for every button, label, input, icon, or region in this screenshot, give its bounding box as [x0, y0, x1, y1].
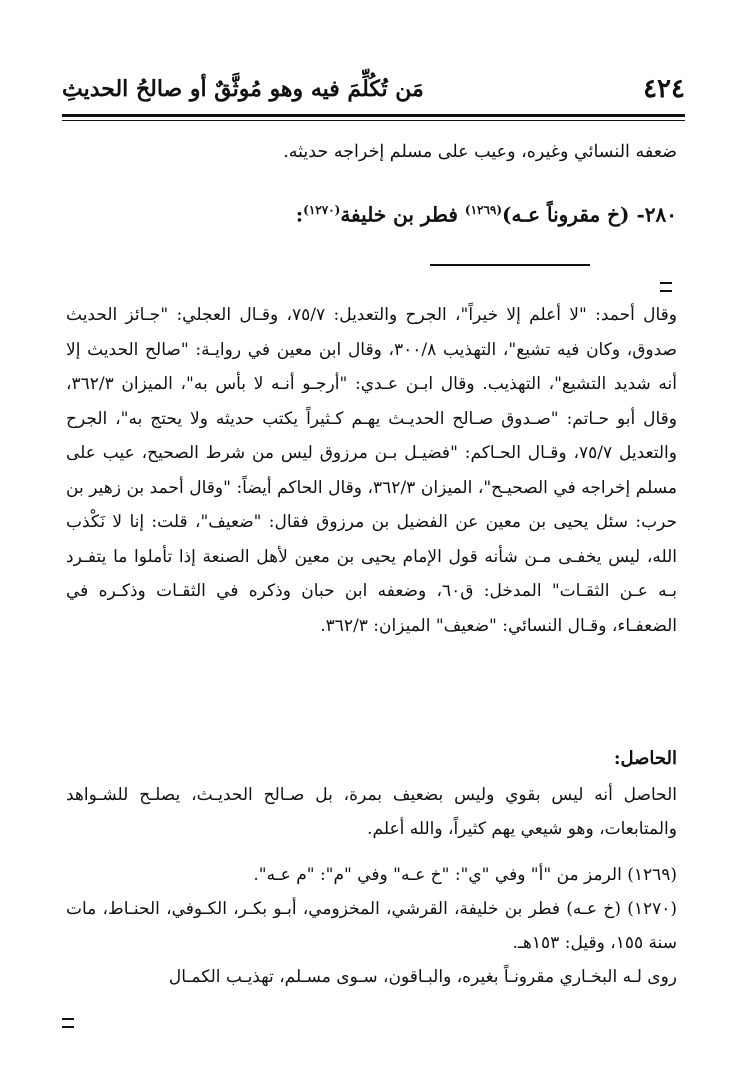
continuation-mark-bottom	[62, 1018, 74, 1028]
entry-number: ٢٨٠- (خ مقروناً عـه)	[502, 202, 677, 227]
footnotes	[66, 858, 677, 994]
footnote-1270-continued: روى لـه البخـاري مقرونـاً بغيره، والبـاقون، سـوى مسـلم، تهذيـب الكمـال	[168, 967, 677, 987]
summary-paragraph: الحاصل أنه ليس بقوي وليس بضعيف بمرة، بل صـالح الحديـث، يصلـح للشـواهد والمتابعات، وهو شيعي يهم كثيراً، والله أعلم.	[66, 785, 677, 839]
entry-heading	[66, 190, 677, 235]
notes-paragraph: وقال أحمد: "لا أعلم إلا خيراً"، الجرح والتعديل: ٧٥/٧، وقـال العجلي: "جـائز الحديث صدوق، وكان فيه تشيع"، التهذيب ٣٠٠/٨، وقال ابن معين في روايـة: "صالح الحديث إلا أنه شديد التشيع"، التهذيب. وقال ابـن عـدي: "أرجـو أنـه لا بأس به"، الميزان ٣٦٢/٣، وقال أبو حـاتم: "صـدوق صـالح الحديـث يهـم كـثيراً يكتب حديثه ولا يحتج به"، الجرح والتعديل ٧٥/٧، وقـال الحـاكم: "فضيـل بـن مرزوق ليس من شرط الصحيح، عيب على مسلم إخراجه في الصحيـح"، الميزان ٣٦٢/٣، وقال الحاكم أيضاً: "وقال أحمد بن زهير بن حرب: سئل يحيى بن معين عن الفضيل بن مرزوق فقال: "ضعيف"، قلت: إنا لا نَكْذب الله، ليس يخفـى مـن شأنه قول الإمام يحيى بن معين لأهل الصنعة إذا تأملوا ما يتفـرد بـه عـن الثقـات" المدخل: ق٦٠، وضعفه ابن حبان وذكره في الثقـات وذكـره في الضعفـاء، وقـال النسائي: "ضعيف" الميزان: ٣٦٢/٣.	[66, 305, 678, 636]
footnote-1269: (١٢٦٩) الرمز من "أ" وفي "ي": "خ عـه" وفي "م": "م عـه".	[253, 865, 677, 885]
page-header	[62, 64, 685, 117]
footnote-1270: (١٢٧٠) (خ عـه) فطر بن خليفة، القرشي، المخزومي، أبـو بكـر، الكـوفي، الحنـاط، مات سنة ١٥٥، وقيل: ١٥٣هـ.	[66, 899, 677, 953]
running-title: مَن تُكُلِّمَ فيه وهو مُوثَّقٌ أو صالحُ الحديثِ	[62, 76, 424, 102]
summary-heading: الحاصل:	[613, 748, 677, 769]
footnote-separator	[430, 264, 590, 266]
continued-footnote	[66, 298, 677, 643]
page-number: ٤٢٤	[643, 74, 685, 104]
intro-line: ضعفه النسائي وغيره، وعيب على مسلم إخراجه حديثه.	[283, 142, 677, 162]
footnote-ref-1270: (١٢٧٠)	[303, 203, 341, 217]
footnote-ref-1269: (١٢٦٩)	[464, 203, 503, 217]
narrator-name: فطر بن خليفة	[340, 202, 458, 227]
entry-colon: :	[295, 202, 304, 227]
continuation-mark-top	[660, 282, 672, 292]
summary	[66, 778, 677, 846]
